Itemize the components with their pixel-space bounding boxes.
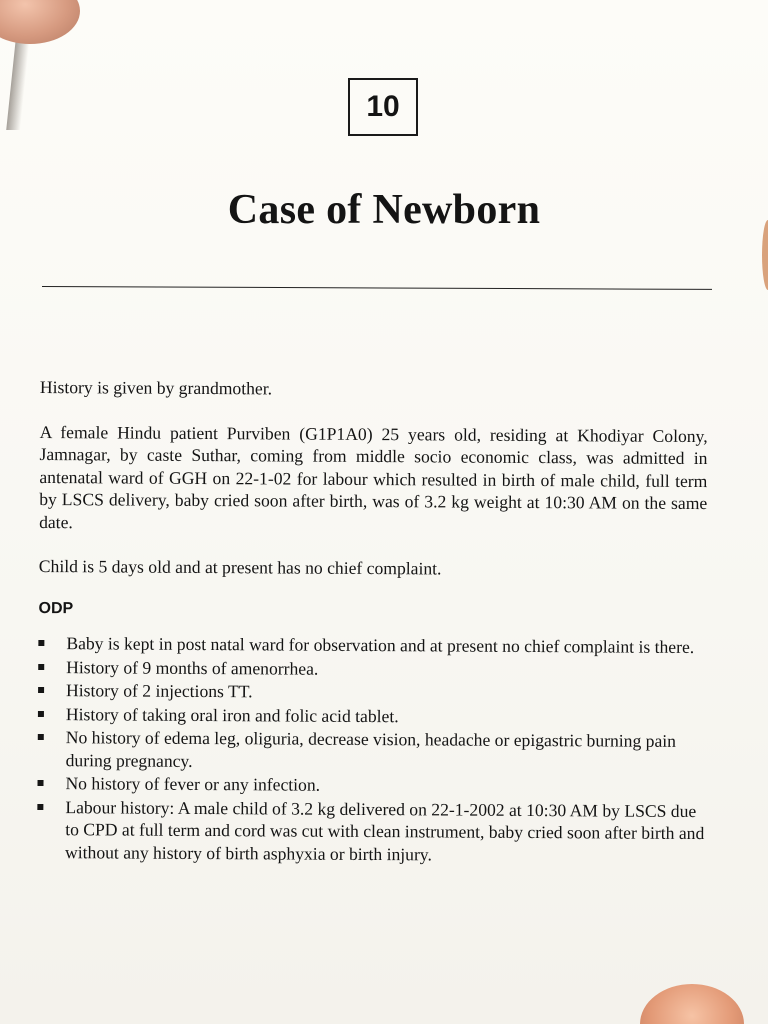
intro-paragraph: History is given by grandmother.	[39, 376, 273, 399]
list-item: No history of edema leg, oliguria, decrease vision, headache or epigastric burning pain during pregnancy.	[38, 726, 706, 775]
square-bullet-icon	[38, 734, 44, 740]
chapter-number-box	[348, 78, 418, 136]
list-item: Labour history: A male child of 3.2 kg delivered on 22-1-2002 at 10:30 AM by LSCS due to CPD at full term and cord was cut with clean instrument, baby cried soon after birth and without any history of birth asphyxia or birth injury.	[37, 795, 705, 867]
square-bullet-icon	[38, 710, 44, 716]
thumb-top-left	[0, 0, 80, 44]
chapter-number: 10	[366, 90, 400, 123]
list-item: History of taking oral iron and folic acid tablet.	[38, 702, 706, 729]
list-item: Baby is kept in post natal ward for observation and at present no chief complaint is there.	[38, 632, 706, 659]
case-description-paragraph: A female Hindu patient Purviben (G1P1A0) 25 years old, residing at Khodiyar Colony, Jamnagar, by caste Suthar, coming from middle socio economic class, was admitted in antenatal ward of GGH on 22-1-02 for labour which resulted in birth of male child, full term by LSCS delivery, baby cried soon after birth, was of 3.2 kg weight at 10:30 AM on the same date.	[39, 421, 708, 532]
square-bullet-icon	[38, 663, 44, 669]
square-bullet-icon	[37, 803, 43, 809]
list-item: History of 2 injections TT.	[38, 679, 706, 706]
title-divider	[42, 286, 712, 290]
list-item: History of 9 months of amenorrhea.	[38, 655, 706, 682]
chapter-body	[37, 376, 708, 868]
thumb-bottom-right	[640, 984, 744, 1024]
square-bullet-icon	[38, 687, 44, 693]
chapter-title: Case of Newborn	[227, 187, 541, 233]
odp-heading: ODP	[38, 599, 74, 617]
present-status-paragraph: Child is 5 days old and at present has no chief complaint.	[38, 555, 442, 579]
square-bullet-icon	[37, 780, 43, 786]
square-bullet-icon	[38, 640, 44, 646]
list-item: No history of fever or any infection.	[37, 772, 705, 799]
odp-list	[37, 632, 706, 867]
